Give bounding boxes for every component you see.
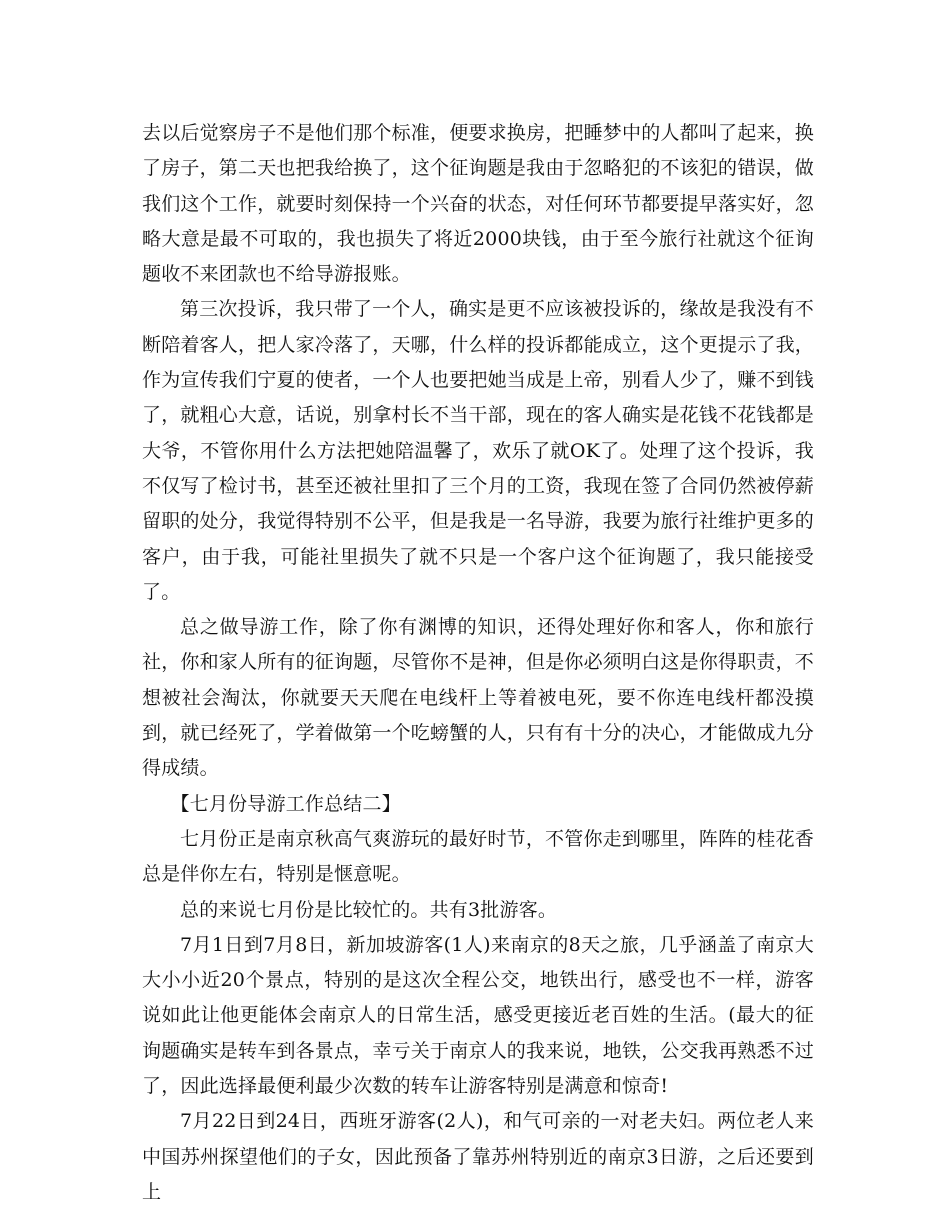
paragraph-hotel-complaint-end: 去以后觉察房子不是他们那个标准，便要求换房，把睡梦中的人都叫了起来，换了房子，第二天也把我给换了，这个征询题是我由于忽略犯的不该犯的错误，做我们这个工作，就要时刻保持一个兴奋的状态，对任何环节都要提早落实好，忽略大意是最不可取的，我也损失了将近2000块钱，由于至今旅行社就这个征询题收不来团款也不给导游报账。: [142, 122, 815, 286]
paragraph-singapore-tour: 7月1日到7月8日，新加坡游客(1人)来南京的8天之旅，几乎涵盖了南京大大小小近20个景点，特别的是这次全程公交，地铁出行，感受也不一样，游客说如此让他更能体会南京人的日常生活，感受更接近老百姓的生活。(最大的征询题确实是转车到各景点，幸亏关于南京人的我来说，地铁，公交我再熟悉不过了，因此选择最便利最少次数的转车让游客特别是满意和惊奇!: [142, 933, 815, 1098]
paragraph-conclusion: 总之做导游工作，除了你有渊博的知识，还得处理好你和客人，你和旅行社，你和家人所有的征询题，尽管你不是神，但是你必须明白这是你得职责，不想被社会淘汰，你就要天天爬在电线杆上等着被电死，要不你连电线杆都没摸到，就已经死了，学着做第一个吃螃蟹的人，只有有十分的决心，才能做成九分得成绩。: [142, 616, 815, 780]
paragraph-third-complaint: 第三次投诉，我只带了一个人，确实是更不应该被投诉的，缘故是我没有不断陪着客人，把人家冷落了，天哪，什么样的投诉都能成立，这个更提示了我，作为宣传我们宁夏的使者，一个人也要把她当成是上帝，别看人少了，赚不到钱了，就粗心大意，话说，别拿村长不当干部，现在的客人确实是花钱不花钱都是大爷，不管你用什么方法把她陪温馨了，欢乐了就OK了。处理了这个投诉，我不仅写了检讨书，甚至还被社里扣了三个月的工资，我现在签了合同仍然被停薪留职的处分，我觉得特别不公平，但是我是一名导游，我要为旅行社维护更多的客户，由于我，可能社里损失了就不只是一个客户这个征询题了，我只能接受了。: [142, 298, 815, 603]
paragraph-july-summary: 总的来说七月份是比较忙的。共有3批游客。: [180, 898, 558, 921]
document-page: [142, 116, 814, 1210]
paragraph-spain-tour: 7月22日到24日，西班牙游客(2人)，和气可亲的一对老夫妇。两位老人来中国苏州探望他们的子女，因此预备了靠苏州特别近的南京3日游，之后还要到上: [142, 1110, 814, 1203]
paragraph-july-intro: 七月份正是南京秋高气爽游玩的最好时节，不管你走到哪里，阵阵的桂花香总是伴你左右，特别是惬意呢。: [142, 827, 814, 886]
section-heading: 【七月份导游工作总结二】: [170, 792, 401, 815]
